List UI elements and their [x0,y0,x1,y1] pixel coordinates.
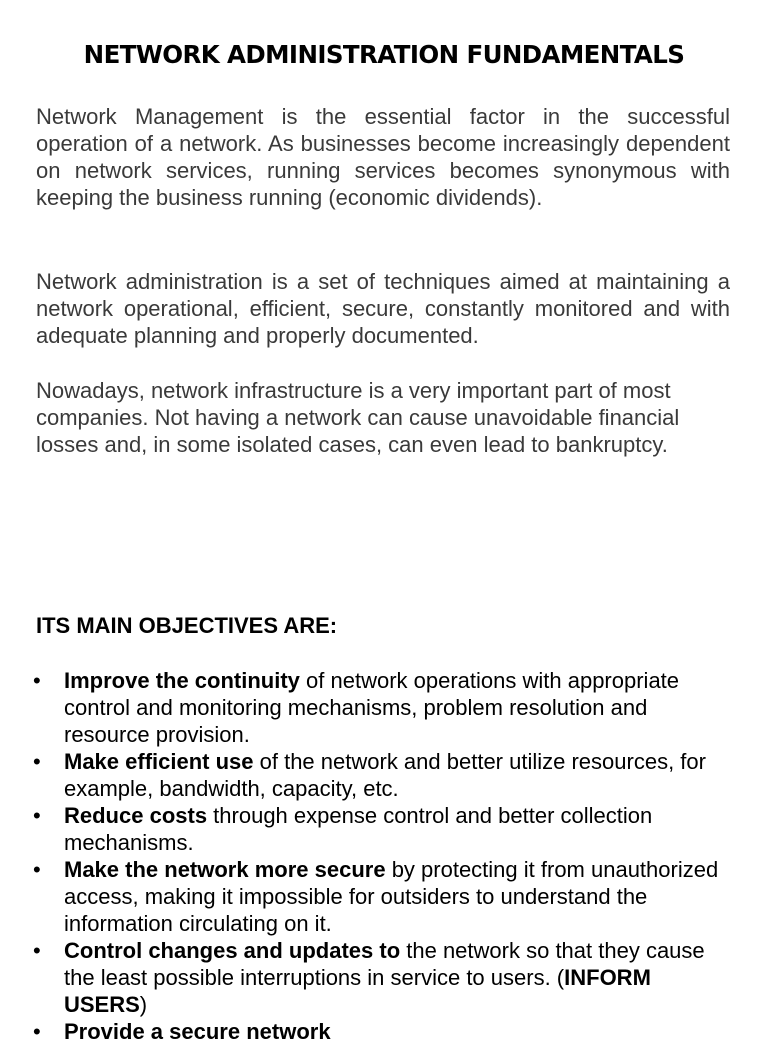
importance-paragraph: Nowadays, network infrastructure is a very important part of most companies. Not having a network can cause unavoidable financial losses and, in some isolated cases, can even lead to bankruptcy. [36,378,680,457]
objective-keyword: Control changes and updates to [64,938,401,963]
objective-text: the network so that they cause the least possible interruptions in service to users. ( [64,938,705,990]
objective-keyword: Make the network more secure [64,857,386,882]
objective-keyword: Reduce costs [64,803,208,828]
bullet-icon: • [33,803,41,828]
bullet-icon: • [33,857,41,882]
list-item [0,937,768,1018]
objective-text: by protecting it from unauthorized access, making it impossible for outsiders to understand the information circulating on it. [64,857,719,936]
list-item [0,667,768,748]
objectives-list [0,667,768,1045]
bullet-icon: • [33,668,41,693]
list-item [0,856,768,937]
objective-keyword: Make efficient use [64,749,254,774]
document-title: NETWORK ADMINISTRATION FUNDAMENTALS [83,40,685,69]
list-item [0,1018,768,1045]
inform-users-label: INFORM USERS [64,965,651,1017]
objective-text: through expense control and better collection mechanisms. [64,803,653,855]
intro-paragraph: Network Management is the essential factor in the successful operation of a network. As businesses become increasingly dependent on network services, running services becomes synonymous with keeping the business running (economic dividends). [36,104,730,210]
bullet-icon: • [33,1019,41,1044]
list-item [0,748,768,802]
bullet-icon: • [33,938,41,963]
objective-text: of the network and better utilize resources, for example, bandwidth, capacity, etc. [64,749,706,801]
objectives-heading: ITS MAIN OBJECTIVES ARE: [36,613,338,638]
bullet-icon: • [33,749,41,774]
closing-paren: ) [139,992,148,1017]
objective-keyword: Improve the continuity [64,668,300,693]
list-item [0,802,768,856]
objective-text: of network operations with appropriate control and monitoring mechanisms, problem resolution and resource provision. [64,668,680,747]
definition-paragraph: Network administration is a set of techniques aimed at maintaining a network operational, efficient, secure, constantly monitored and with adequate planning and properly documented. [36,269,730,348]
objective-keyword: Provide a secure network [64,1019,331,1044]
